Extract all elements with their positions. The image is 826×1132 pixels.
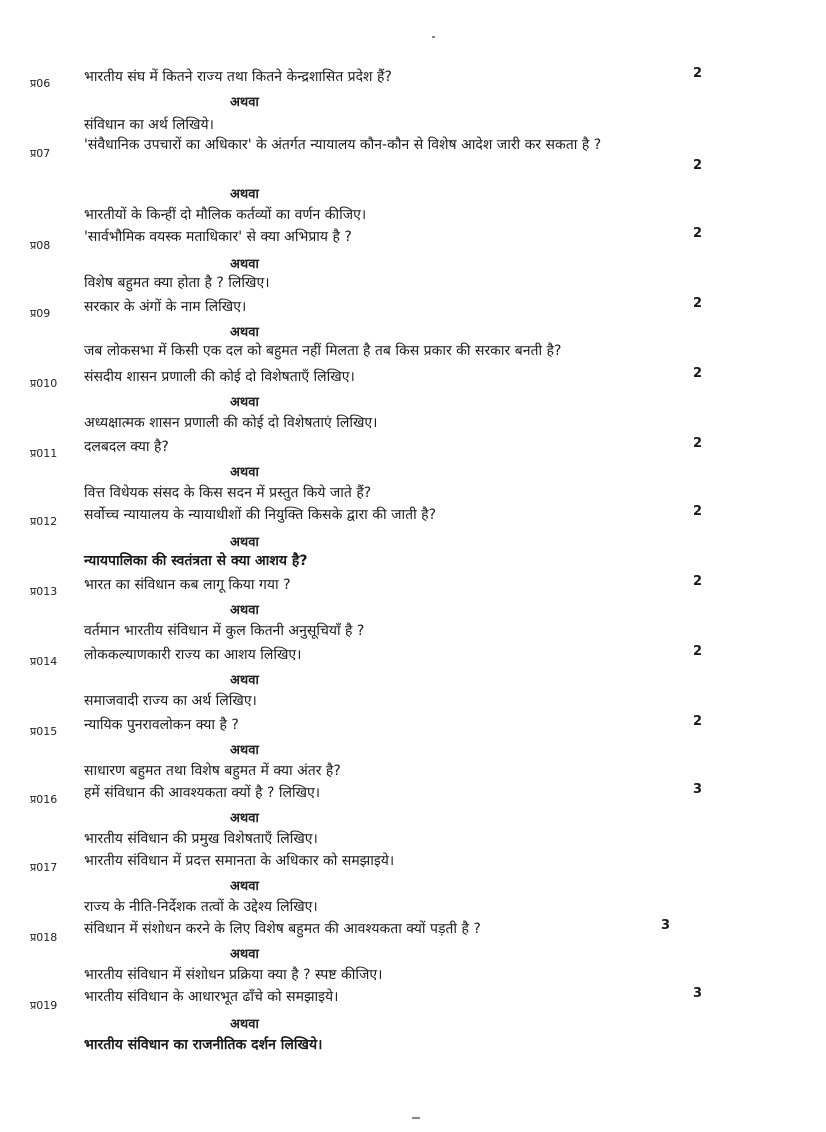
or-label: अथवा [230,947,259,962]
or-label: अथवा [230,465,259,480]
marks: 2 [692,66,702,81]
marks: 2 [692,296,702,311]
alternative-question: भारतीय संविधान की प्रमुख विशेषताएँ लिखिए। [84,831,318,847]
or-label: अथवा [230,673,259,688]
question-text: सरकार के अंगों के नाम लिखिए। [84,299,247,315]
marks: 3 [660,918,670,933]
or-label: अथवा [230,743,259,758]
marks: 2 [692,714,702,729]
marks: 2 [692,644,702,659]
marks: 2 [692,574,702,589]
question-number: प्र016 [30,793,58,806]
question-number: प्र019 [30,999,58,1012]
or-label: अथवा [230,95,259,110]
marks: 2 [692,226,702,241]
alternative-question: न्यायपालिका की स्वतंत्रता से क्या आशय है? [84,553,308,569]
question-text: संसदीय शासन प्रणाली की कोई दो विशेषताएँ लिखिए। [84,369,355,385]
or-label: अथवा [230,535,259,550]
question-number: प्र010 [30,377,58,390]
question-number: प्र07 [30,147,51,160]
or-label: अथवा [230,395,259,410]
or-label: अथवा [230,879,259,894]
alternative-question: संविधान का अर्थ लिखिये। [84,117,214,133]
alternative-question: वित्त विधेयक संसद के किस सदन में प्रस्तुत किये जाते हैं? [84,485,372,501]
question-number: प्र013 [30,585,58,598]
question-number: प्र08 [30,239,51,252]
question-number: प्र014 [30,655,58,668]
or-label: अथवा [230,603,259,618]
question-text: हमें संविधान की आवश्यकता क्यों है ? लिखिए। [84,785,321,801]
question-text: दलबदल क्या है? [84,439,169,455]
question-number: प्र017 [30,861,58,874]
or-label: अथवा [230,325,259,340]
or-label: अथवा [230,187,259,202]
alternative-question: भारतीय संविधान में संशोधन प्रक्रिया क्या है ? स्पष्ट कीजिए। [84,967,383,983]
question-text: 'संवैधानिक उपचारों का अधिकार' के अंतर्गत न्यायालय कौन-कौन से विशेष आदेश जारी कर सकता है ? [84,137,602,153]
alternative-question: समाजवादी राज्य का अर्थ लिखिए। [84,693,257,709]
question-text: सर्वोच्च न्यायालय के न्यायाधीशों की नियुक्ति किसके द्वारा की जाती है? [84,507,437,523]
alternative-question: अध्यक्षात्मक शासन प्रणाली की कोई दो विशेषताएं लिखिए। [84,415,378,431]
question-text: भारतीय संविधान के आधारभूत ढाँचे को समझाइये। [84,989,339,1005]
or-label: अथवा [230,257,259,272]
alternative-question: भारतीय संविधान का राजनीतिक दर्शन लिखिये। [84,1037,323,1053]
question-number: प्र015 [30,725,58,738]
question-number: प्र09 [30,307,51,320]
alternative-question: वर्तमान भारतीय संविधान में कुल कितनी अनुसूचियाँ है ? [84,623,365,639]
scan-speck [432,36,435,38]
question-text: 'सार्वभौमिक वयस्क मताधिकार' से क्या अभिप्राय है ? [84,229,352,245]
alternative-question: साधारण बहुमत तथा विशेष बहुमत में क्या अंतर है? [84,763,341,779]
question-number: प्र06 [30,77,51,90]
or-label: अथवा [230,811,259,826]
question-text: लोककल्याणकारी राज्य का आशय लिखिए। [84,647,302,663]
alternative-question: जब लोकसभा में किसी एक दल को बहुमत नहीं मिलता है तब किस प्रकार की सरकार बनती है? [84,343,562,359]
marks: 3 [692,986,702,1001]
marks: 2 [692,436,702,451]
scan-speck [412,1117,420,1119]
question-number: प्र011 [30,447,58,460]
marks: 2 [692,504,702,519]
question-number: प्र018 [30,931,58,944]
question-text: भारत का संविधान कब लागू किया गया ? [84,577,291,593]
alternative-question: राज्य के नीति-निर्देशक तत्वों के उद्देश्य लिखिए। [84,899,318,915]
marks: 2 [692,158,702,173]
question-text: भारतीय संविधान में प्रदत्त समानता के अधिकार को समझाइये। [84,853,395,869]
question-text: न्यायिक पुनरावलोकन क्या है ? [84,717,239,733]
question-text: भारतीय संघ में कितने राज्य तथा कितने केन्द्रशासित प्रदेश हैं? [84,69,392,85]
marks: 3 [692,782,702,797]
question-text: संविधान में संशोधन करने के लिए विशेष बहुमत की आवश्यकता क्यों पड़ती है ? [84,921,481,937]
alternative-question: भारतीयों के किन्हीं दो मौलिक कर्तव्यों का वर्णन कीजिए। [84,207,367,223]
or-label: अथवा [230,1017,259,1032]
question-number: प्र012 [30,515,58,528]
marks: 2 [692,366,702,381]
alternative-question: विशेष बहुमत क्या होता है ? लिखिए। [84,275,270,291]
